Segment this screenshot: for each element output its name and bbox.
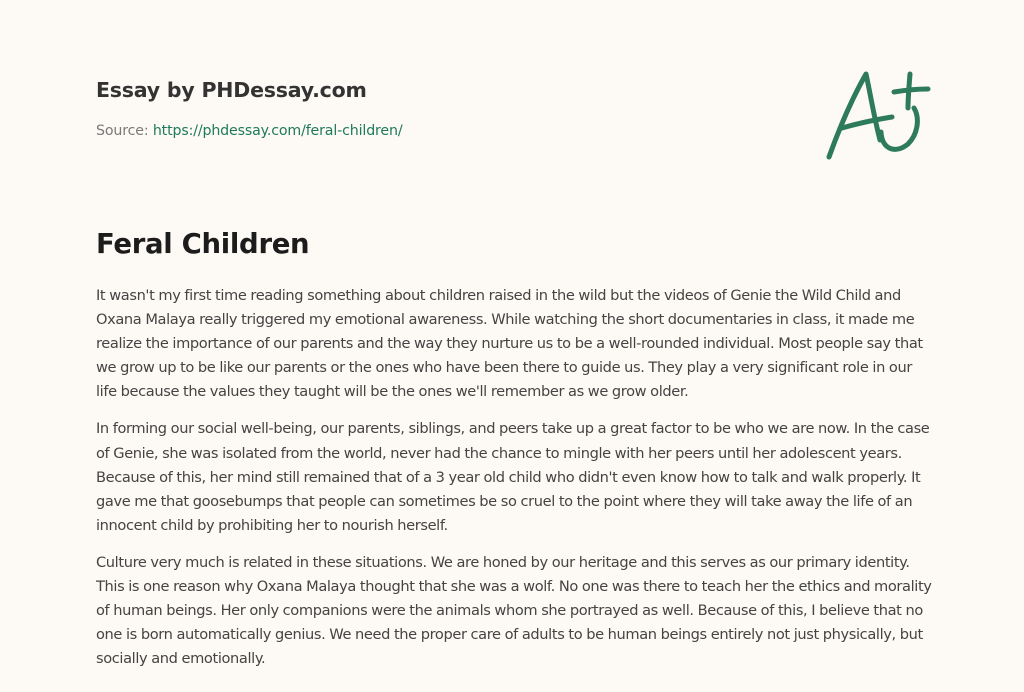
paragraph: Culture very much is related in these situations. We are honed by our heritage and this serves as our primary identity. This is one reason why Oxana Malaya thought that she was a wolf. No one was there to teach her the ethics and morality of human beings. Her only companions were the animals whom she portrayed as well. Because of this, I believe that no one is born automatically genius. We need the proper care of adults to be human beings entirely not just physically, but socially and emotionally. [96,553,932,668]
essay-header [96,76,402,141]
a-plus-grade-icon [818,62,938,170]
paragraph: In forming our social well-being, our parents, siblings, and peers take up a great factor to be who we are now. In the case of Genie, she was isolated from the world, never had the chance to mingle with her peers until her adolescent years. Because of this, her mind still remained that of a 3 year old child who didn't even know how to talk and walk properly. It gave me that goosebumps that people can sometimes be so cruel to the point where they will take away the life of an innocent child by prohibiting her to nourish herself. [96,420,930,534]
paragraph: It wasn't my first time reading something about children raised in the wild but the videos of Genie the Wild Child and Oxana Malaya really triggered my emotional awareness. While watching the short documentaries in class, it made me realize the importance of our parents and the way they nurture us to be a well-rounded individual. Most people say that we grow up to be like our parents or the ones who have been there to guide us. They play a very significant role in our life because the values they taught will be the ones we'll remember as we grow older. [96,287,923,401]
a-plus-logo-svg [818,62,938,170]
article-title: Feral Children [96,228,310,260]
source-link[interactable]: https://phdessay.com/feral-children/ [152,123,403,139]
source-label: Source: [96,123,153,139]
brand-title: Essay by PHDessay.com [96,78,367,102]
article-body [96,284,936,684]
source-line [96,121,402,141]
